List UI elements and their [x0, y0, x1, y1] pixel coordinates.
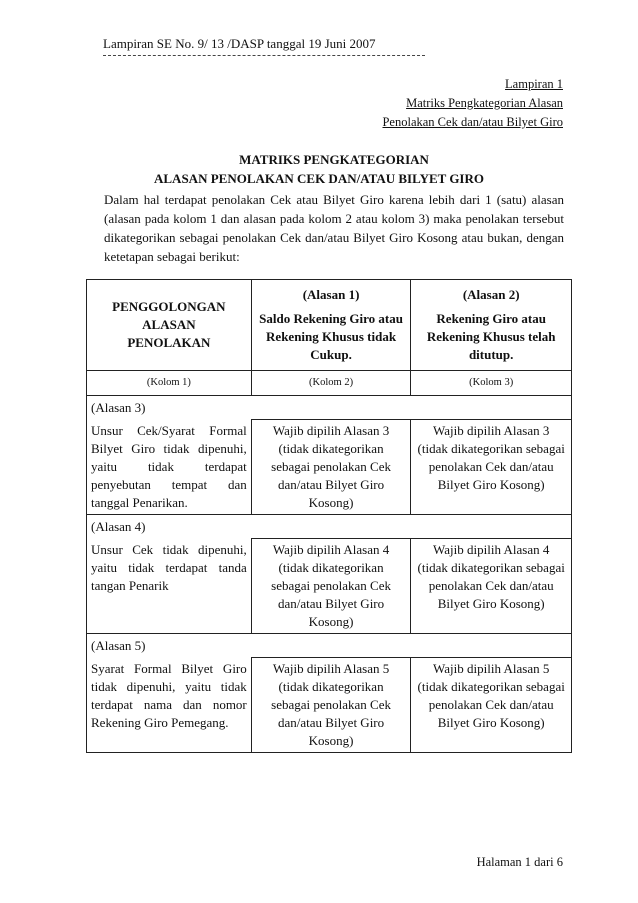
page-number: Halaman 1 dari 6 — [476, 855, 563, 869]
attachment-line-3: Penolakan Cek dan/atau Bilyet Giro — [382, 115, 563, 129]
alasan-5-col2: Wajib dipilih Alasan 5 (tidak dikategorikan sebagai penolakan Cek dan/atau Bilyet Giro Kosong) — [251, 658, 411, 753]
alasan-3-col3: Wajib dipilih Alasan 3 (tidak dikategorikan sebagai penolakan Cek dan/atau Bilyet Giro Kosong) — [411, 420, 572, 515]
kolom-1: (Kolom 1) — [87, 371, 252, 396]
alasan-4-col2: Wajib dipilih Alasan 4 (tidak dikategorikan sebagai penolakan Cek dan/atau Bilyet Giro Kosong) — [251, 539, 411, 634]
attachment-label — [382, 75, 563, 132]
document-reference: Lampiran SE No. 9/ 13 /DASP tanggal 19 Juni 2007 — [103, 36, 376, 51]
table-row-alasan-5 — [87, 658, 572, 753]
alasan-5-description: Syarat Formal Bilyet Giro tidak dipenuhi, yaitu tidak terdapat nama dan nomor Rekening Giro Pemegang. — [87, 658, 252, 753]
dashed-divider — [103, 55, 425, 56]
row-header-label: PENGGOLONGAN ALASAN PENOLAKAN — [112, 299, 226, 350]
alasan-3-col2: Wajib dipilih Alasan 3 (tidak dikategorikan sebagai penolakan Cek dan/atau Bilyet Giro Kosong) — [251, 420, 411, 515]
table-row-alasan-3 — [87, 420, 572, 515]
table-row-alasan-3-label — [87, 396, 572, 420]
title-line-1: MATRIKS PENGKATEGORIAN — [239, 152, 429, 167]
alasan-3-label: (Alasan 3) — [87, 396, 572, 420]
table-row-alasan-4 — [87, 539, 572, 634]
kolom-3: (Kolom 3) — [411, 371, 572, 396]
alasan-4-col3: Wajib dipilih Alasan 4 (tidak dikategorikan sebagai penolakan Cek dan/atau Bilyet Giro Kosong) — [411, 539, 572, 634]
table-row-alasan-4-label — [87, 515, 572, 539]
col3-header — [411, 280, 572, 371]
categorization-matrix — [86, 279, 572, 753]
intro-paragraph: Dalam hal terdapat penolakan Cek atau Bilyet Giro karena lebih dari 1 (satu) alasan (alasan pada kolom 1 dan alasan pada kolom 2 atau kolom 3) maka penolakan tersebut dikategorikan sebagai penolakan Cek dan/atau Bilyet Giro Kosong atau bukan, dengan ketetapan sebagai berikut: — [104, 192, 564, 264]
alasan-5-col3: Wajib dipilih Alasan 5 (tidak dikategorikan sebagai penolakan Cek dan/atau Bilyet Giro Kosong) — [411, 658, 572, 753]
alasan-4-label: (Alasan 4) — [87, 515, 572, 539]
col2-title: (Alasan 1) — [302, 287, 360, 302]
alasan-3-description: Unsur Cek/Syarat Formal Bilyet Giro tidak dipenuhi, yaitu tidak terdapat penyebutan tempat dan tanggal Penarikan. — [87, 420, 252, 515]
page-title — [0, 150, 638, 188]
col2-header — [251, 280, 411, 371]
col3-desc: Rekening Giro atau Rekening Khusus telah ditutup. — [426, 311, 556, 362]
title-line-2: ALASAN PENOLAKAN CEK DAN/ATAU BILYET GIRO — [154, 171, 484, 186]
row-header-label-cell — [87, 280, 252, 371]
kolom-2: (Kolom 2) — [251, 371, 411, 396]
alasan-4-description: Unsur Cek tidak dipenuhi, yaitu tidak terdapat tanda tangan Penarik — [87, 539, 252, 634]
column-number-row — [87, 371, 572, 396]
col2-desc: Saldo Rekening Giro atau Rekening Khusus tidak Cukup. — [259, 311, 403, 362]
attachment-line-1: Lampiran 1 — [505, 77, 563, 91]
table-row-alasan-5-label — [87, 634, 572, 658]
alasan-5-label: (Alasan 5) — [87, 634, 572, 658]
table-header-row — [87, 280, 572, 371]
col3-title: (Alasan 2) — [462, 287, 520, 302]
attachment-line-2: Matriks Pengkategorian Alasan — [406, 96, 563, 110]
